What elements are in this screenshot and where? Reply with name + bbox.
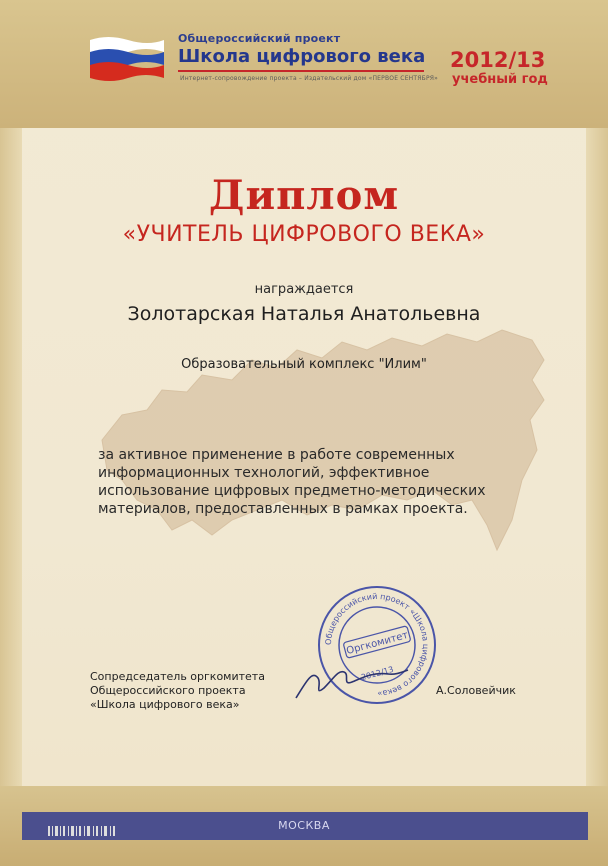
award-reason: за активное применение в работе современных информационных технологий, эффективное использование цифровых предметно-методических материалов, предоставленных в рамках проекта. xyxy=(98,447,486,517)
signature-icon xyxy=(292,652,412,702)
signatory-line-2: Общероссийского проекта xyxy=(90,684,246,697)
barcode-icon xyxy=(48,826,118,836)
signatory-name: А.Соловейчик xyxy=(436,684,516,697)
organization-name: Образовательный комплекс "Илим" xyxy=(181,357,427,372)
signatory-line-1: Сопредседатель оргкомитета xyxy=(90,670,265,683)
diploma-title: Диплом xyxy=(208,172,400,219)
signatory-line-3: «Школа цифрового века» xyxy=(90,698,240,711)
project-name: Школа цифрового века xyxy=(178,46,426,67)
awarded-label: награждается xyxy=(254,282,354,297)
stamp-year: 2012/13 xyxy=(360,664,395,683)
recipient-name: Золотарская Наталья Анатольевна xyxy=(127,303,481,325)
project-header xyxy=(82,30,574,90)
stamp-ring-text: Общероссийский проект «Школа цифрового века» xyxy=(323,591,431,699)
russia-map-watermark xyxy=(92,320,552,560)
school-year-label: учебный год xyxy=(452,72,548,87)
diploma-subtitle: «УЧИТЕЛЬ ЦИФРОВОГО ВЕКА» xyxy=(122,222,486,247)
signatory-title xyxy=(90,670,265,712)
header-divider xyxy=(178,70,424,72)
city-label: МОСКВА xyxy=(278,819,330,832)
project-subtitle: Интернет-сопровождение проекта – Издательский дом «ПЕРВОЕ СЕНТЯБРЯ» xyxy=(180,75,439,82)
stamp-center-text: Оргкомитет xyxy=(345,629,410,657)
school-year: 2012/13 xyxy=(450,48,546,72)
russian-flag-icon xyxy=(88,34,166,82)
project-label: Общероссийский проект xyxy=(178,32,341,45)
